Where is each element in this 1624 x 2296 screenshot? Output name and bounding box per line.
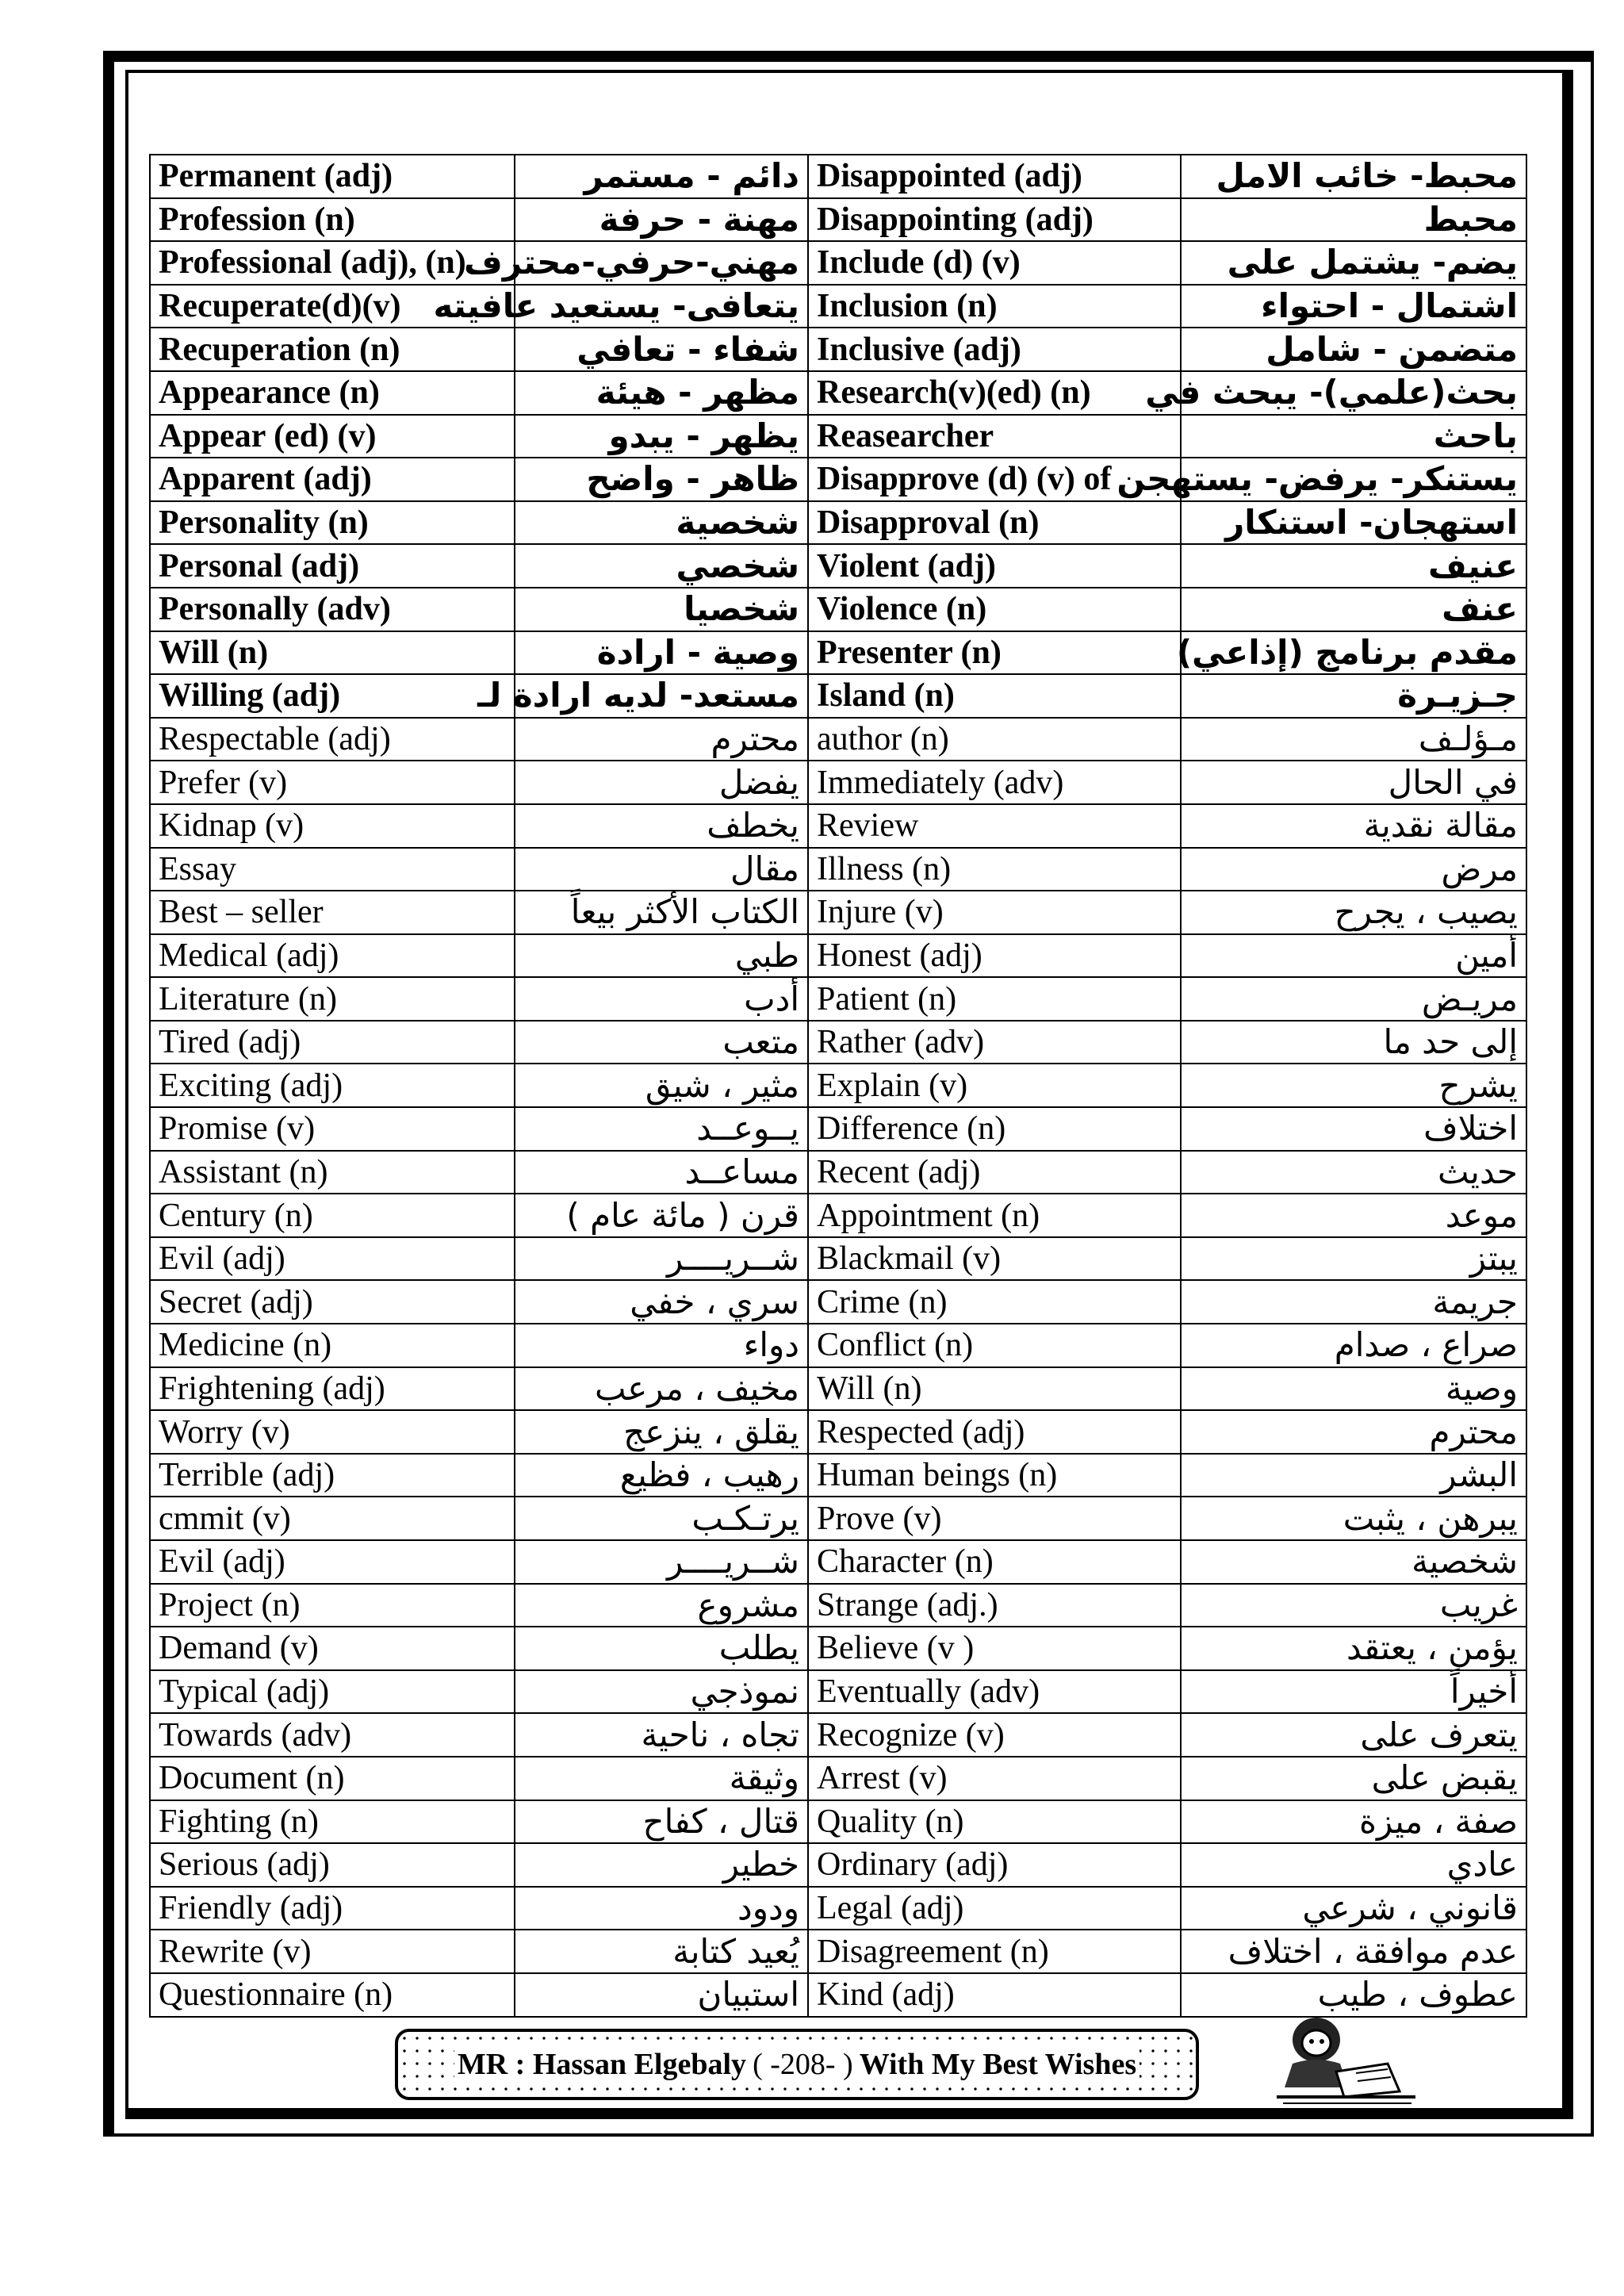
- english-word: Demand (v): [150, 1627, 515, 1670]
- english-word: Disapprove (d) (v) of: [808, 458, 1181, 501]
- english-word: Inclusion (n): [808, 285, 1181, 328]
- arabic-meaning: قتال ، كفاح: [515, 1800, 808, 1844]
- arabic-meaning: صراع ، صدام: [1181, 1324, 1526, 1367]
- vocab-row: [150, 674, 1526, 718]
- arabic-meaning: شفاء - تعافي: [515, 328, 808, 371]
- vocab-row: [150, 848, 1526, 891]
- english-word: Personality (n): [150, 501, 515, 545]
- arabic-meaning: مساعــد: [515, 1151, 808, 1194]
- arabic-meaning: حديث: [1181, 1151, 1526, 1194]
- english-word: Terrible (adj): [150, 1454, 515, 1497]
- english-word: Ordinary (adj): [808, 1843, 1181, 1887]
- vocab-row: [150, 1757, 1526, 1800]
- footer-page-number: ( -208- ): [749, 2047, 856, 2082]
- vocab-row: [150, 1021, 1526, 1064]
- english-word: Injure (v): [808, 891, 1181, 934]
- vocab-row: [150, 371, 1526, 415]
- arabic-meaning: عطوف ، طيب: [1181, 1973, 1526, 2017]
- vocab-row: [150, 804, 1526, 848]
- arabic-meaning: وصية: [1181, 1367, 1526, 1411]
- arabic-meaning: ودود: [515, 1887, 808, 1930]
- english-word: Appearance (n): [150, 371, 515, 415]
- english-word: Personal (adj): [150, 544, 515, 588]
- vocab-row: [150, 1540, 1526, 1584]
- english-word: Evil (adj): [150, 1540, 515, 1584]
- english-word: Inclusive (adj): [808, 328, 1181, 371]
- english-word: Violence (n): [808, 588, 1181, 631]
- arabic-meaning: محترم: [1181, 1410, 1526, 1454]
- english-word: Fighting (n): [150, 1800, 515, 1844]
- arabic-meaning: استبيان: [515, 1973, 808, 2017]
- arabic-meaning: مقالة نقدية: [1181, 804, 1526, 848]
- english-word: Recent (adj): [808, 1151, 1181, 1194]
- english-word: Reasearcher: [808, 415, 1181, 458]
- arabic-meaning: مريـض: [1181, 977, 1526, 1021]
- english-word: Will (n): [808, 1367, 1181, 1411]
- arabic-meaning: يؤمن ، يعتقد: [1181, 1627, 1526, 1670]
- arabic-meaning: يــوعــد: [515, 1107, 808, 1151]
- english-word: Character (n): [808, 1540, 1181, 1584]
- arabic-meaning: مرض: [1181, 848, 1526, 891]
- english-word: Respected (adj): [808, 1410, 1181, 1454]
- english-word: Evil (adj): [150, 1237, 515, 1281]
- english-word: Illness (n): [808, 848, 1181, 891]
- vocab-row: [150, 1930, 1526, 1973]
- english-word: Century (n): [150, 1194, 515, 1237]
- arabic-meaning: يخطف: [515, 804, 808, 848]
- arabic-meaning: وثيقة: [515, 1757, 808, 1800]
- vocab-row: [150, 544, 1526, 588]
- english-word: Tired (adj): [150, 1021, 515, 1064]
- arabic-meaning: شخصيا: [515, 588, 808, 631]
- arabic-meaning: استهجان- استنكار: [1181, 501, 1526, 545]
- arabic-meaning: محبط: [1181, 198, 1526, 242]
- english-word: Difference (n): [808, 1107, 1181, 1151]
- vocab-row: [150, 501, 1526, 545]
- vocab-row: [150, 891, 1526, 934]
- vocab-row: [150, 1194, 1526, 1237]
- footer-banner: [395, 2029, 1199, 2100]
- vocab-row: [150, 285, 1526, 328]
- english-word: Disagreement (n): [808, 1930, 1181, 1973]
- vocabulary-table: [149, 154, 1527, 2018]
- english-word: Appointment (n): [808, 1194, 1181, 1237]
- english-word: Disapproval (n): [808, 501, 1181, 545]
- arabic-meaning: اشتمال - احتواء: [1181, 285, 1526, 328]
- english-word: Recuperation (n): [150, 328, 515, 371]
- arabic-meaning: يستنكر- يرفض- يستهجن: [1181, 458, 1526, 501]
- arabic-meaning: شــريــــر: [515, 1237, 808, 1281]
- arabic-meaning: عنف: [1181, 588, 1526, 631]
- arabic-meaning: مهنة - حرفة: [515, 198, 808, 242]
- arabic-meaning: وصية - ارادة: [515, 631, 808, 675]
- english-word: Exciting (adj): [150, 1064, 515, 1107]
- english-word: author (n): [808, 718, 1181, 761]
- english-word: Explain (v): [808, 1064, 1181, 1107]
- english-word: Kind (adj): [808, 1973, 1181, 2017]
- vocab-row: [150, 415, 1526, 458]
- arabic-meaning: مهني-حرفي-محترف: [515, 241, 808, 285]
- english-word: Kidnap (v): [150, 804, 515, 848]
- arabic-meaning: سري ، خفي: [515, 1280, 808, 1324]
- arabic-meaning: قرن ( مائة عام ): [515, 1194, 808, 1237]
- arabic-meaning: محترم: [515, 718, 808, 761]
- arabic-meaning: قانوني ، شرعي: [1181, 1887, 1526, 1930]
- english-word: Rather (adv): [808, 1021, 1181, 1064]
- arabic-meaning: مشروع: [515, 1584, 808, 1627]
- english-word: Medical (adj): [150, 934, 515, 978]
- english-word: Prefer (v): [150, 761, 515, 804]
- arabic-meaning: يُعيد كتابة: [515, 1930, 808, 1973]
- arabic-meaning: طبي: [515, 934, 808, 978]
- vocab-row: [150, 631, 1526, 675]
- vocab-row: [150, 718, 1526, 761]
- english-word: Medicine (n): [150, 1324, 515, 1367]
- english-word: Professional (adj), (n): [150, 241, 515, 285]
- english-word: Worry (v): [150, 1410, 515, 1454]
- arabic-meaning: شخصية: [515, 501, 808, 545]
- arabic-meaning: مستعد- لديه ارادة لـ: [515, 674, 808, 718]
- english-word: Appear (ed) (v): [150, 415, 515, 458]
- arabic-meaning: عادي: [1181, 1843, 1526, 1887]
- english-word: Research(v)(ed) (n): [808, 371, 1181, 415]
- vocab-row: [150, 934, 1526, 978]
- vocab-row: [150, 1151, 1526, 1194]
- english-word: Typical (adj): [150, 1670, 515, 1714]
- arabic-meaning: مـؤلـف: [1181, 718, 1526, 761]
- vocab-row: [150, 1887, 1526, 1930]
- arabic-meaning: متضمن - شامل: [1181, 328, 1526, 371]
- vocab-row: [150, 1410, 1526, 1454]
- arabic-meaning: محبط- خائب الامل: [1181, 155, 1526, 198]
- english-word: Respectable (adj): [150, 718, 515, 761]
- english-word: Review: [808, 804, 1181, 848]
- arabic-meaning: ظاهر - واضح: [515, 458, 808, 501]
- vocab-row: [150, 1107, 1526, 1151]
- english-word: Human beings (n): [808, 1454, 1181, 1497]
- footer-author: MR : Hassan Elgebaly: [454, 2047, 749, 2082]
- english-word: Secret (adj): [150, 1280, 515, 1324]
- arabic-meaning: اختلاف: [1181, 1107, 1526, 1151]
- english-word: Violent (adj): [808, 544, 1181, 588]
- vocab-row: [150, 1237, 1526, 1281]
- vocab-row: [150, 241, 1526, 285]
- english-word: Project (n): [150, 1584, 515, 1627]
- vocab-row: [150, 1497, 1526, 1540]
- arabic-meaning: جريمة: [1181, 1280, 1526, 1324]
- vocab-row: [150, 155, 1526, 198]
- arabic-meaning: دائم - مستمر: [515, 155, 808, 198]
- arabic-meaning: مخيف ، مرعب: [515, 1367, 808, 1411]
- english-word: Eventually (adv): [808, 1670, 1181, 1714]
- english-word: Questionnaire (n): [150, 1973, 515, 2017]
- english-word: Include (d) (v): [808, 241, 1181, 285]
- arabic-meaning: يتعرف على: [1181, 1713, 1526, 1757]
- arabic-meaning: متعب: [515, 1021, 808, 1064]
- english-word: Crime (n): [808, 1280, 1181, 1324]
- vocab-row: [150, 1454, 1526, 1497]
- arabic-meaning: مظهر - هيئة: [515, 371, 808, 415]
- arabic-meaning: مقدم برنامج (إذاعي): [1181, 631, 1526, 675]
- vocab-row: [150, 977, 1526, 1021]
- arabic-meaning: موعد: [1181, 1194, 1526, 1237]
- arabic-meaning: يتعافى- يستعيد عافيته: [515, 285, 808, 328]
- vocab-row: [150, 1064, 1526, 1107]
- english-word: Serious (adj): [150, 1843, 515, 1887]
- english-word: Prove (v): [808, 1497, 1181, 1540]
- arabic-meaning: شخصي: [515, 544, 808, 588]
- english-word: Rewrite (v): [150, 1930, 515, 1973]
- english-word: Essay: [150, 848, 515, 891]
- vocab-row: [150, 1324, 1526, 1367]
- arabic-meaning: يفضل: [515, 761, 808, 804]
- arabic-meaning: البشر: [1181, 1454, 1526, 1497]
- arabic-meaning: شخصية: [1181, 1540, 1526, 1584]
- english-word: Will (n): [150, 631, 515, 675]
- arabic-meaning: صفة ، ميزة: [1181, 1800, 1526, 1844]
- vocab-row: [150, 1280, 1526, 1324]
- english-word: Willing (adj): [150, 674, 515, 718]
- arabic-meaning: يشرح: [1181, 1064, 1526, 1107]
- english-word: Personally (adv): [150, 588, 515, 631]
- english-word: Profession (n): [150, 198, 515, 242]
- arabic-meaning: دواء: [515, 1324, 808, 1367]
- english-word: Apparent (adj): [150, 458, 515, 501]
- arabic-meaning: يظهر - يبدو: [515, 415, 808, 458]
- english-word: Promise (v): [150, 1107, 515, 1151]
- arabic-meaning: شــريــــر: [515, 1540, 808, 1584]
- english-word: Believe (v ): [808, 1627, 1181, 1670]
- english-word: Recuperate(d)(v): [150, 285, 515, 328]
- english-word: Literature (n): [150, 977, 515, 1021]
- vocab-row: [150, 588, 1526, 631]
- vocab-row: [150, 1584, 1526, 1627]
- english-word: Strange (adj.): [808, 1584, 1181, 1627]
- arabic-meaning: أمين: [1181, 934, 1526, 978]
- arabic-meaning: عنيف: [1181, 544, 1526, 588]
- arabic-meaning: يبتز: [1181, 1237, 1526, 1281]
- english-word: Best – seller: [150, 891, 515, 934]
- arabic-meaning: عدم موافقة ، اختلاف: [1181, 1930, 1526, 1973]
- arabic-meaning: يرتـكـب: [515, 1497, 808, 1540]
- english-word: Assistant (n): [150, 1151, 515, 1194]
- vocab-row: [150, 1843, 1526, 1887]
- arabic-meaning: جـزيـرة: [1181, 674, 1526, 718]
- footer-wishes: With My Best Wishes: [856, 2047, 1139, 2082]
- vocab-row: [150, 761, 1526, 804]
- english-word: Blackmail (v): [808, 1237, 1181, 1281]
- arabic-meaning: أخيراً: [1181, 1670, 1526, 1714]
- vocab-row: [150, 458, 1526, 501]
- arabic-meaning: يطلب: [515, 1627, 808, 1670]
- english-word: Quality (n): [808, 1800, 1181, 1844]
- arabic-meaning: نموذجي: [515, 1670, 808, 1714]
- arabic-meaning: إلى حد ما: [1181, 1021, 1526, 1064]
- arabic-meaning: مثير ، شيق: [515, 1064, 808, 1107]
- english-word: Permanent (adj): [150, 155, 515, 198]
- vocab-row: [150, 1627, 1526, 1670]
- english-word: Honest (adj): [808, 934, 1181, 978]
- arabic-meaning: رهيب ، فظيع: [515, 1454, 808, 1497]
- arabic-meaning: في الحال: [1181, 761, 1526, 804]
- arabic-meaning: باحث: [1181, 415, 1526, 458]
- english-word: Recognize (v): [808, 1713, 1181, 1757]
- arabic-meaning: يقبض على: [1181, 1757, 1526, 1800]
- english-word: Patient (n): [808, 977, 1181, 1021]
- english-word: Friendly (adj): [150, 1887, 515, 1930]
- vocab-row: [150, 198, 1526, 242]
- vocab-row: [150, 328, 1526, 371]
- english-word: Presenter (n): [808, 631, 1181, 675]
- teacher-reading-logo: [1261, 2008, 1427, 2111]
- arabic-meaning: مقال: [515, 848, 808, 891]
- english-word: Frightening (adj): [150, 1367, 515, 1411]
- english-word: Immediately (adv): [808, 761, 1181, 804]
- arabic-meaning: أدب: [515, 977, 808, 1021]
- english-word: Document (n): [150, 1757, 515, 1800]
- english-word: Island (n): [808, 674, 1181, 718]
- english-word: Disappointing (adj): [808, 198, 1181, 242]
- arabic-meaning: يضم- يشتمل على: [1181, 241, 1526, 285]
- arabic-meaning: يقلق ، ينزعج: [515, 1410, 808, 1454]
- arabic-meaning: يبرهن ، يثبت: [1181, 1497, 1526, 1540]
- vocab-row: [150, 1800, 1526, 1844]
- arabic-meaning: يصيب ، يجرح: [1181, 891, 1526, 934]
- arabic-meaning: خطير: [515, 1843, 808, 1887]
- vocab-row: [150, 1670, 1526, 1714]
- english-word: Disappointed (adj): [808, 155, 1181, 198]
- english-word: Legal (adj): [808, 1887, 1181, 1930]
- english-word: Towards (adv): [150, 1713, 515, 1757]
- vocab-row: [150, 1713, 1526, 1757]
- english-word: Conflict (n): [808, 1324, 1181, 1367]
- arabic-meaning: تجاه ، ناحية: [515, 1713, 808, 1757]
- english-word: cmmit (v): [150, 1497, 515, 1540]
- english-word: Arrest (v): [808, 1757, 1181, 1800]
- vocab-row: [150, 1367, 1526, 1411]
- arabic-meaning: بحث(علمي)- يبحث في: [1181, 371, 1526, 415]
- arabic-meaning: غريب: [1181, 1584, 1526, 1627]
- arabic-meaning: الكتاب الأكثر بيعاً: [515, 891, 808, 934]
